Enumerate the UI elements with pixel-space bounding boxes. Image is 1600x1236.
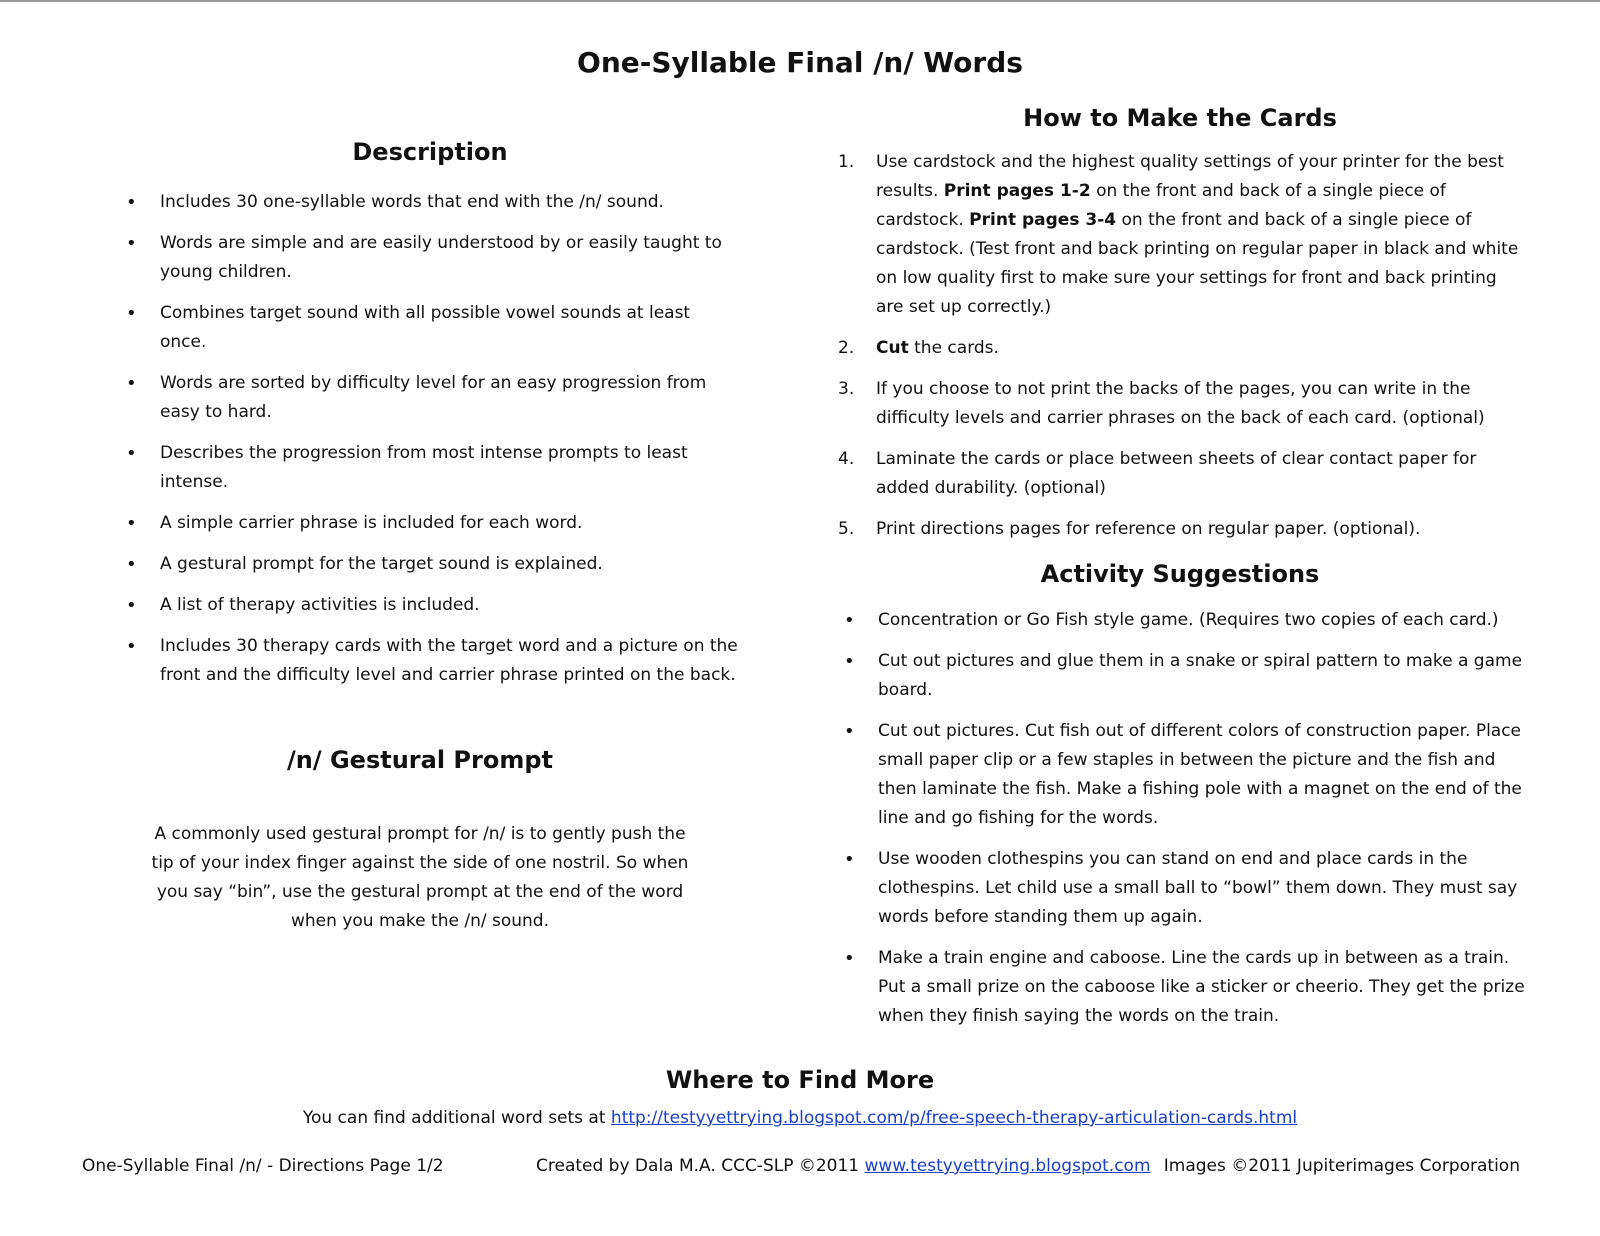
step-text: Use cardstock and the highest quality settings of your printer for the best results. (876, 152, 1504, 201)
list-item: • Words are sorted by difficulty level for an easy progression from easy to hard. (120, 369, 740, 427)
step-number: 1. (838, 152, 855, 172)
list-item: • Cut out pictures. Cut fish out of different colors of construction paper. Place small paper clip or a few staples in between the picture and the fish and then laminate the fish. Make a fishing pole with a magnet on the end of the line and go fishing for the words. (838, 717, 1528, 833)
step-text: on the front and back of a single piece of cardstock. (Test front and back printing on regular paper in black and white on low quality first to make sure your settings for front and back printing are set up correctly.) (876, 210, 1519, 317)
description-list (120, 188, 740, 702)
list-item: • Combines target sound with all possible vowel sounds at least once. (120, 299, 740, 357)
gestural-text: A commonly used gestural prompt for /n/ is to gently push the tip of your index finger against the side of one nostril. So when you say “bin”, use the gestural prompt at the end of the word when you make the /n/ sound. (151, 824, 689, 931)
list-item (838, 334, 1528, 363)
list-item: • A list of therapy activities is included. (120, 591, 740, 620)
step-text: Laminate the cards or place between sheets of clear contact paper for added durability. (optional) (876, 449, 1477, 498)
more-text (0, 1108, 1600, 1128)
footer-link[interactable]: www.testyyettrying.blogspot.com (864, 1156, 1151, 1176)
list-item (838, 515, 1528, 544)
step-number: 4. (838, 449, 855, 469)
description-heading: Description (352, 138, 508, 166)
list-item: • Words are simple and are easily understood by or easily taught to young children. (120, 229, 740, 287)
make-cards-heading: How to Make the Cards (1023, 104, 1337, 132)
step-bold: Cut (876, 338, 909, 358)
make-cards-steps (838, 148, 1528, 556)
footer-credit: Created by Dala M.A. CCC-SLP ©2011 (536, 1156, 865, 1176)
activities-list (838, 606, 1528, 1043)
activities-heading: Activity Suggestions (1040, 560, 1320, 588)
step-number: 3. (838, 379, 855, 399)
step-number: 2. (838, 338, 855, 358)
step-text: the cards. (908, 338, 999, 358)
top-border (0, 0, 1600, 2)
list-item: • A simple carrier phrase is included for each word. (120, 509, 740, 538)
step-bold: Print pages 1-2 (943, 181, 1091, 201)
footer-right: Images ©2011 Jupiterimages Corporation (1163, 1156, 1520, 1176)
footer-left: One-Syllable Final /n/ - Directions Page 1/2 (82, 1156, 444, 1176)
list-item: • Includes 30 therapy cards with the target word and a picture on the front and the difficulty level and carrier phrase printed on the back. (120, 632, 740, 690)
list-item (838, 148, 1528, 322)
list-item: • A gestural prompt for the target sound is explained. (120, 550, 740, 579)
list-item (838, 445, 1528, 503)
footer-center (536, 1156, 1151, 1176)
list-item: • Concentration or Go Fish style game. (Requires two copies of each card.) (838, 606, 1528, 635)
list-item: • Describes the progression from most intense prompts to least intense. (120, 439, 740, 497)
list-item: • Make a train engine and caboose. Line the cards up in between as a train. Put a small prize on the caboose like a sticker or cheerio. They get the prize when they finish saying the words on the train. (838, 944, 1528, 1031)
list-item: • Includes 30 one-syllable words that end with the /n/ sound. (120, 188, 740, 217)
step-text: If you choose to not print the backs of the pages, you can write in the difficulty levels and carrier phrases on the back of each card. (optional) (876, 379, 1485, 428)
more-heading: Where to Find More (665, 1066, 935, 1094)
list-item (838, 375, 1528, 433)
step-text: Print directions pages for reference on regular paper. (optional). (876, 519, 1421, 539)
page-title: One-Syllable Final /n/ Words (577, 46, 1023, 79)
list-item: • Use wooden clothespins you can stand on end and place cards in the clothespins. Let child use a small ball to “bowl” them down. They must say words before standing them up again. (838, 845, 1528, 932)
more-link[interactable]: http://testyyettrying.blogspot.com/p/free-speech-therapy-articulation-cards.html (610, 1108, 1298, 1128)
more-label: You can find additional word sets at (302, 1108, 611, 1128)
step-text: on the front and back of a single piece of cardstock. (876, 181, 1446, 230)
list-item: • Cut out pictures and glue them in a snake or spiral pattern to make a game board. (838, 647, 1528, 705)
gestural-heading: /n/ Gestural Prompt (287, 746, 553, 774)
step-number: 5. (838, 519, 855, 539)
step-bold: Print pages 3-4 (969, 210, 1117, 230)
